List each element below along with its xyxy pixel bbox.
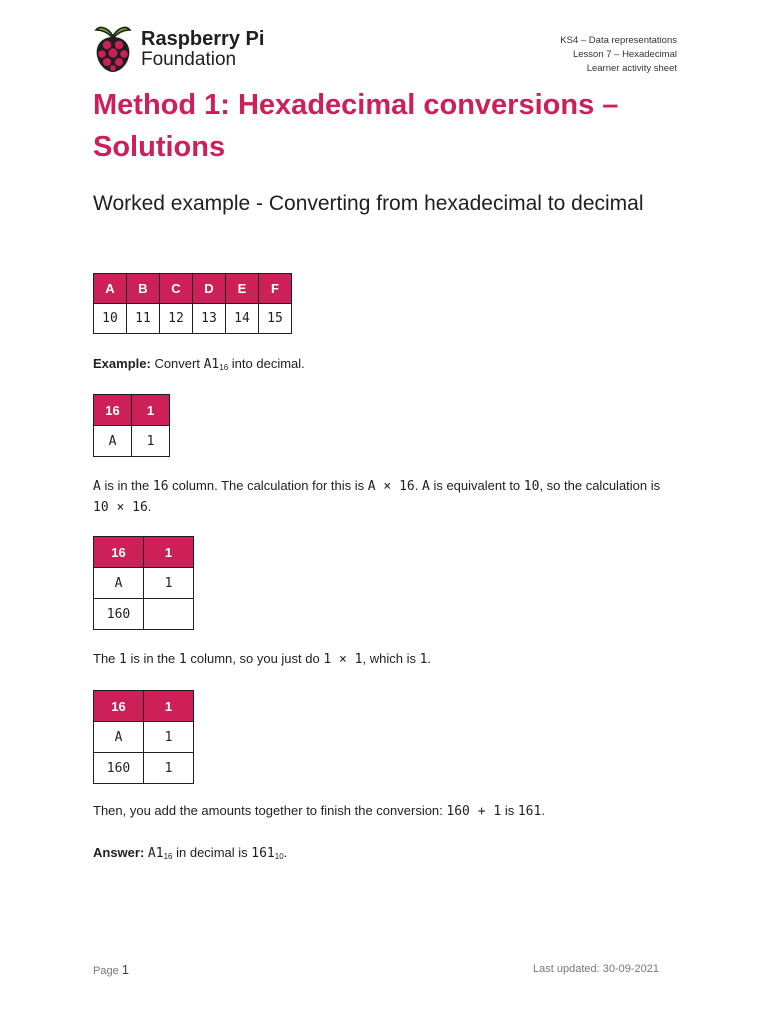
example-label: Example: [93,356,151,371]
inline-code: A [421,479,430,494]
answer-result: 161 [251,846,275,861]
page-title: Method 1: Hexadecimal conversions – Solutions [93,89,619,163]
table-header-cell: F [259,274,292,304]
step-text: . [147,499,152,514]
table-row [94,426,170,457]
step-text: is in the [130,651,176,666]
inline-code: 10 × 16 [93,500,148,515]
inline-code: A × 16 [367,479,415,494]
example-text: into decimal. [231,356,305,371]
step-text: The [93,651,116,666]
answer-base: 16 [163,852,173,861]
table-cell: 1 [132,426,170,457]
table-header-row [94,274,292,304]
raspberry-icon [93,24,133,74]
table-header-cell: 16 [94,395,132,426]
step-text: is [504,803,515,818]
table-header-cell: D [193,274,226,304]
table-cell: 1 [144,753,194,784]
table-header-cell: 16 [94,537,144,568]
answer-text: in decimal is [176,845,248,860]
step-text: is equivalent to [433,478,521,493]
page-number [93,962,129,977]
step-text: , so the calculation is [539,478,661,493]
table-header-cell: 16 [94,691,144,722]
table-header-row [94,537,194,568]
table-cell [144,599,194,630]
table-cell: 160 [94,599,144,630]
logo-title: Raspberry Pi [141,27,265,50]
example-number: A1 [203,357,220,372]
raspberry-pi-logo [93,24,264,74]
last-updated: Last updated: 30-09-2021 [533,963,659,975]
table-cell: A [94,426,132,457]
table-cell: A [94,568,144,599]
place-value-table [93,536,194,630]
example-text: Convert [154,356,200,371]
step-text: , which is [362,651,416,666]
table-cell: 1 [144,568,194,599]
table-header-cell: 1 [132,395,170,426]
table-cell: 160 [94,753,144,784]
example-paragraph [93,354,673,378]
table-row [94,753,194,784]
table-header-cell: 1 [144,537,194,568]
table-cell: 1 [144,722,194,753]
table-header-cell: C [160,274,193,304]
inline-code: A [93,479,101,494]
inline-code: 10 [523,479,540,494]
table-row [94,599,194,630]
table-cell: 10 [94,304,127,334]
place-value-table [93,690,194,784]
inline-code: 16 [152,479,169,494]
step-paragraph [93,801,673,822]
inline-code: 1 × 1 [323,652,363,667]
logo-subtitle: Foundation [141,48,237,70]
step-text: column. The calculation for this is [172,478,365,493]
inline-code: 161 [517,804,542,819]
inline-code: 1 [419,652,428,667]
table-cell: A [94,722,144,753]
inline-code: 1 [119,652,127,667]
document-meta [560,34,677,76]
table-header-cell: A [94,274,127,304]
table-cell: 12 [160,304,193,334]
step-text: . [414,478,419,493]
inline-code: 160 + 1 [446,804,502,819]
step-text: is in the [104,478,150,493]
page-label: Page [93,965,119,977]
example-base: 16 [219,363,229,372]
answer-paragraph [93,843,673,867]
table-header-row [94,691,194,722]
inline-code: 1 [178,652,187,667]
table-cell: 13 [193,304,226,334]
table-row [94,568,194,599]
hex-lookup-table [93,273,292,334]
step-text: Then, you add the amounts together to finish the conversion: [93,803,443,818]
meta-sheet-type: Learner activity sheet [586,63,677,74]
table-cell: 15 [259,304,292,334]
table-cell: 11 [127,304,160,334]
meta-course: KS4 – Data representations [560,35,677,46]
step-text: . [427,651,432,666]
section-heading: Worked example - Converting from hexadecimal to decimal [93,192,644,215]
step-paragraph [93,476,673,518]
table-cell: 14 [226,304,259,334]
answer-result-base: 10 [274,852,284,861]
step-paragraph [93,649,673,670]
answer-label: Answer: [93,845,145,860]
table-row [94,304,292,334]
place-value-table [93,394,170,457]
table-row [94,722,194,753]
step-text: . [541,803,545,818]
answer-text: . [283,845,288,860]
table-header-cell: 1 [144,691,194,722]
step-text: column, so you just do [190,651,320,666]
page-number-value: 1 [121,962,129,977]
answer-number: A1 [147,846,164,861]
meta-lesson: Lesson 7 – Hexadecimal [572,49,677,60]
table-header-cell: B [127,274,160,304]
table-header-row [94,395,170,426]
table-header-cell: E [226,274,259,304]
